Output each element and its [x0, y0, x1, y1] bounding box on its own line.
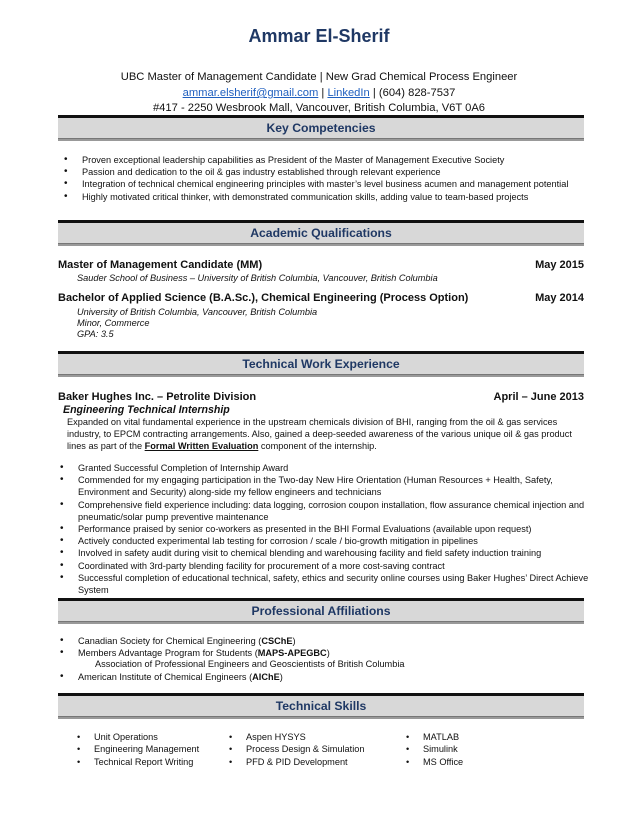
section-header-skills [58, 693, 584, 717]
section-header-academic [58, 220, 584, 244]
list-item: • MATLAB [406, 731, 463, 743]
contact-line [0, 87, 638, 100]
degree-date: May 2014 [535, 292, 584, 304]
list-item [60, 671, 590, 683]
list-item: • Comprehensive field experience including: data logging, corrosion coupon installation, flow assurance chemical injection and pneumatic/solar pump preventive maintenance [60, 499, 590, 523]
list-item: • Process Design & Simulation [229, 743, 364, 755]
role-title: Engineering Technical Internship [63, 404, 230, 416]
section-title: Professional Affiliations [251, 604, 391, 618]
section-header-work [58, 351, 584, 375]
affiliation-text: Canadian Society for Chemical Engineering ( [78, 636, 262, 646]
list-item: • PFD & PID Development [229, 756, 364, 768]
work-summary [67, 417, 577, 452]
affiliation-subtext: Association of Professional Engineers and Geoscientists of British Columbia [95, 659, 405, 669]
list-item: • Coordinated with 3rd-party blending facility for procurement of a more cost-saving contract [60, 560, 590, 572]
section-title: Technical Skills [275, 699, 367, 713]
separator: | [318, 87, 328, 99]
education-entry [58, 259, 584, 271]
list-item: • Successful completion of educational technical, safety, ethics and security online courses using Baker Hughes’ Direct Achieve System [60, 572, 590, 596]
section-title: Key Competencies [266, 121, 376, 135]
section-header-affiliations [58, 598, 584, 622]
list-item [60, 647, 590, 659]
affiliations-list [60, 671, 590, 683]
summary-text: component of the internship. [258, 440, 377, 451]
degree-detail: Minor, Commerce [77, 318, 150, 328]
list-item: • Performance praised by senior co-workers as presented in the BHI Formal Evaluations (available upon request) [60, 523, 590, 535]
section-title: Academic Qualifications [250, 226, 392, 240]
competencies-list [64, 154, 604, 203]
list-item: • Involved in safety audit during visit to chemical blending and warehousing facility and field safety induction training [60, 547, 590, 559]
list-item: • Commended for my engaging participation in the Two-day New Hire Orientation (Human Resources + Health, Safety, Environment and Security) along-side my fellow engineers and technicians [60, 474, 590, 498]
list-item: • Actively conducted experimental lab testing for corrosion / scale / bio-growth mitigation in pipelines [60, 535, 590, 547]
section-header-competencies [58, 115, 584, 139]
work-date: April – June 2013 [493, 391, 584, 403]
skills-column-2 [229, 731, 364, 768]
degree-date: May 2015 [535, 259, 584, 271]
affiliation-text: American Institute of Chemical Engineers ( [78, 672, 253, 682]
list-item: • Engineering Management [77, 743, 199, 755]
affiliation-text: ) [292, 636, 296, 646]
linkedin-link[interactable]: LinkedIn [327, 87, 370, 99]
list-item: • Technical Report Writing [77, 756, 199, 768]
email-link[interactable]: ammar.elsherif@gmail.com [182, 87, 319, 99]
list-item: • Unit Operations [77, 731, 199, 743]
headline: UBC Master of Management Candidate | New Grad Chemical Process Engineer [120, 71, 518, 83]
list-item: • Simulink [406, 743, 463, 755]
work-bullets [60, 462, 590, 596]
candidate-name: Ammar El-Sherif [248, 26, 390, 46]
phone-number: | (604) 828-7537 [369, 87, 456, 99]
company-name: Baker Hughes Inc. – Petrolite Division [58, 391, 257, 403]
section-title: Technical Work Experience [242, 357, 400, 371]
list-item: • Aspen HYSYS [229, 731, 364, 743]
degree-detail: Sauder School of Business – University of British Columbia, Vancouver, British Columbia [77, 273, 438, 283]
affiliation-text: Members Advantage Program for Students ( [78, 648, 258, 659]
skills-column-3 [406, 731, 463, 768]
affiliation-abbr: AIChE [252, 672, 280, 682]
list-item: • Proven exceptional leadership capabilities as President of the Master of Management Executive Society [64, 154, 604, 166]
list-item [60, 635, 590, 647]
affiliations-list [60, 635, 590, 659]
affiliation-abbr: CSChE [261, 636, 293, 646]
list-item: • Integration of technical chemical engineering principles with master’s level business acumen and management potential [64, 178, 604, 190]
address: #417 - 2250 Wesbrook Mall, Vancouver, British Columbia, V6T 0A6 [152, 102, 486, 114]
affiliation-text: ) [326, 648, 330, 659]
affiliation-abbr: MAPS-APEGBC [257, 648, 327, 659]
list-item: • Passion and dedication to the oil & gas industry established through relevant experience [64, 166, 604, 178]
education-entry [58, 292, 584, 304]
work-entry [58, 391, 584, 403]
list-item: • Highly motivated critical thinker, with demonstrated communication skills, adding value to team-based projects [64, 191, 604, 203]
skills-column-1 [77, 731, 199, 768]
list-item: • MS Office [406, 756, 463, 768]
degree-detail: GPA: 3.5 [77, 329, 114, 339]
affiliation-text: ) [279, 672, 283, 682]
summary-text: Expanded on vital fundamental experience in the upstream chemicals division of BHI, ranging from the oil & gas services industry, to EPCM contracting arrangements. Also, gained a deep-seeded awareness of the various unique oil & gas product lines as part of the [67, 417, 572, 451]
summary-highlight: Formal Written Evaluation [144, 440, 259, 451]
degree-title: Master of Management Candidate (MM) [58, 259, 263, 271]
degree-detail: University of British Columbia, Vancouver, British Columbia [77, 307, 318, 317]
list-item: • Granted Successful Completion of Internship Award [60, 462, 590, 474]
degree-title: Bachelor of Applied Science (B.A.Sc.), Chemical Engineering (Process Option) [58, 292, 469, 304]
